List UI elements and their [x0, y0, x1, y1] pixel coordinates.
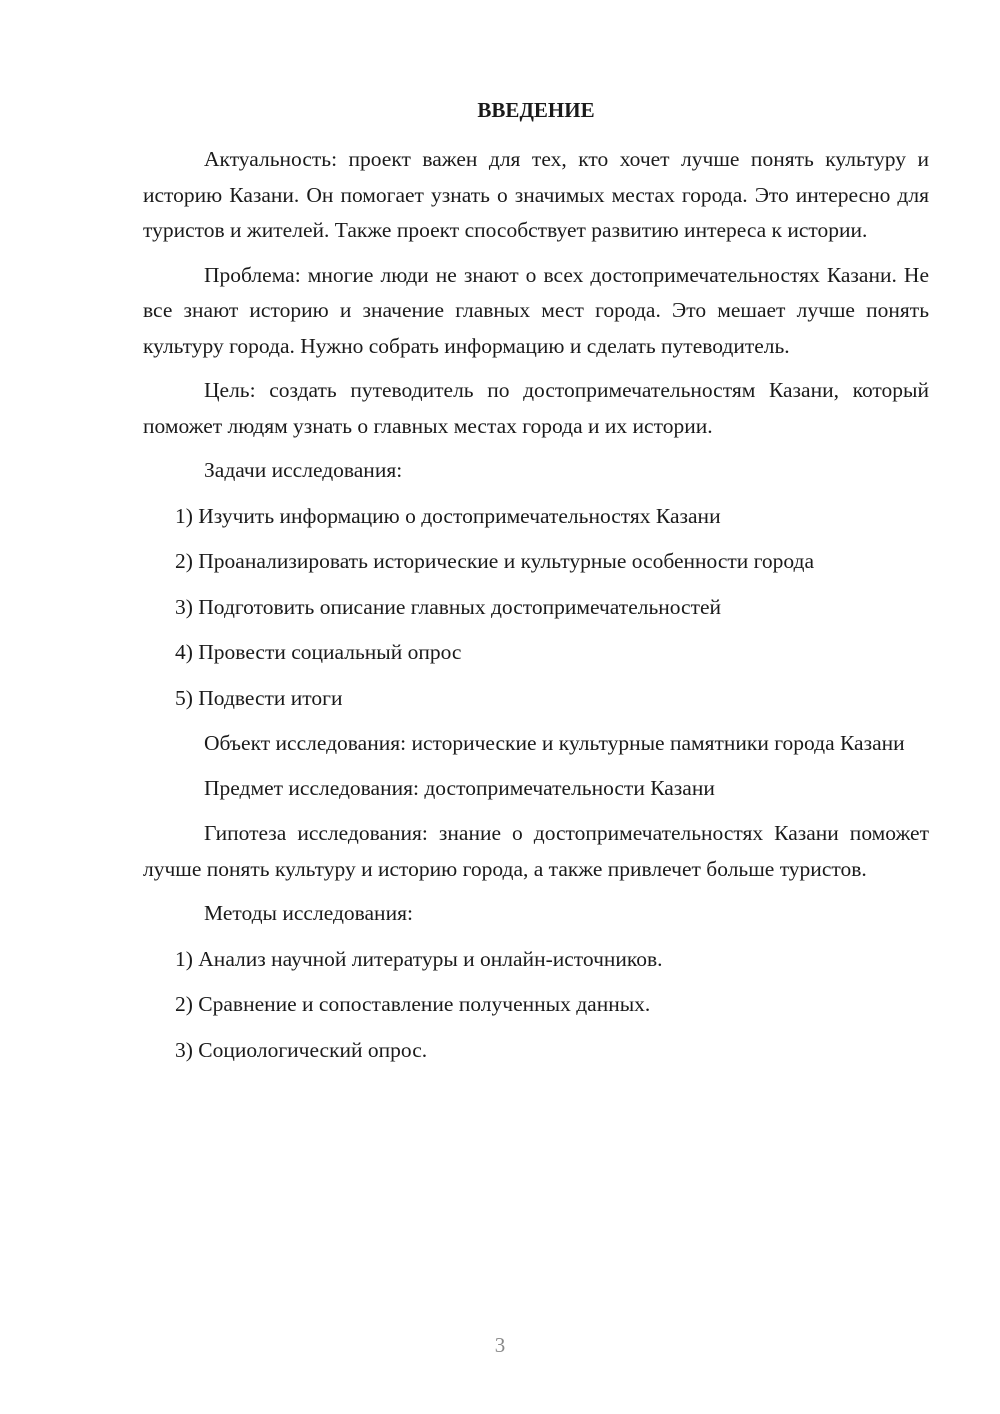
section-heading: ВВЕДЕНИЕ [477, 98, 595, 122]
method-item: 3) Социологический опрос. [175, 1037, 428, 1062]
task-item: 3) Подготовить описание главных достопримечательностей [175, 594, 722, 619]
method-item: 2) Сравнение и сопоставление полученных данных. [175, 992, 651, 1016]
task-item: 5) Подвести итоги [175, 685, 343, 710]
hypothesis-paragraph: Гипотеза исследования: знание о достопримечательностях Казани поможет лучше понять культуру и историю города, а также привлечет больше туристов. [143, 821, 929, 881]
problem-paragraph: Проблема: многие люди не знают о всех достопримечательностях Казани. Не все знают историю и значение главных мест города. Это мешает лучше понять культуру города. Нужно собрать информацию и сделать путеводитель. [143, 262, 929, 358]
tasks-label: Задачи исследования: [204, 458, 403, 482]
object-paragraph: Объект исследования: исторические и культурные памятники города Казани [204, 731, 905, 755]
goal-paragraph: Цель: создать путеводитель по достопримечательностям Казани, который поможет людям узнать о главных местах города и их истории. [143, 378, 929, 438]
relevance-paragraph: Актуальность: проект важен для тех, кто хочет лучше понять культуру и историю Казани. Он помогает узнать о значимых местах города. Это интересно для туристов и жителей. Также проект способствует развитию интереса к истории. [143, 147, 929, 242]
task-item: 4) Провести социальный опрос [175, 640, 462, 664]
method-item: 1) Анализ научной литературы и онлайн-источников. [175, 946, 663, 971]
methods-label: Методы исследования: [204, 901, 413, 925]
task-item: 2) Проанализировать исторические и культурные особенности города [175, 549, 815, 573]
task-item: 1) Изучить информацию о достопримечательностях Казани [175, 503, 721, 528]
document-page [143, 94, 929, 1078]
subject-paragraph: Предмет исследования: достопримечательности Казани [204, 775, 715, 800]
tasks-list [143, 499, 929, 717]
methods-list [143, 942, 929, 1069]
page-number: 3 [494, 1333, 506, 1357]
